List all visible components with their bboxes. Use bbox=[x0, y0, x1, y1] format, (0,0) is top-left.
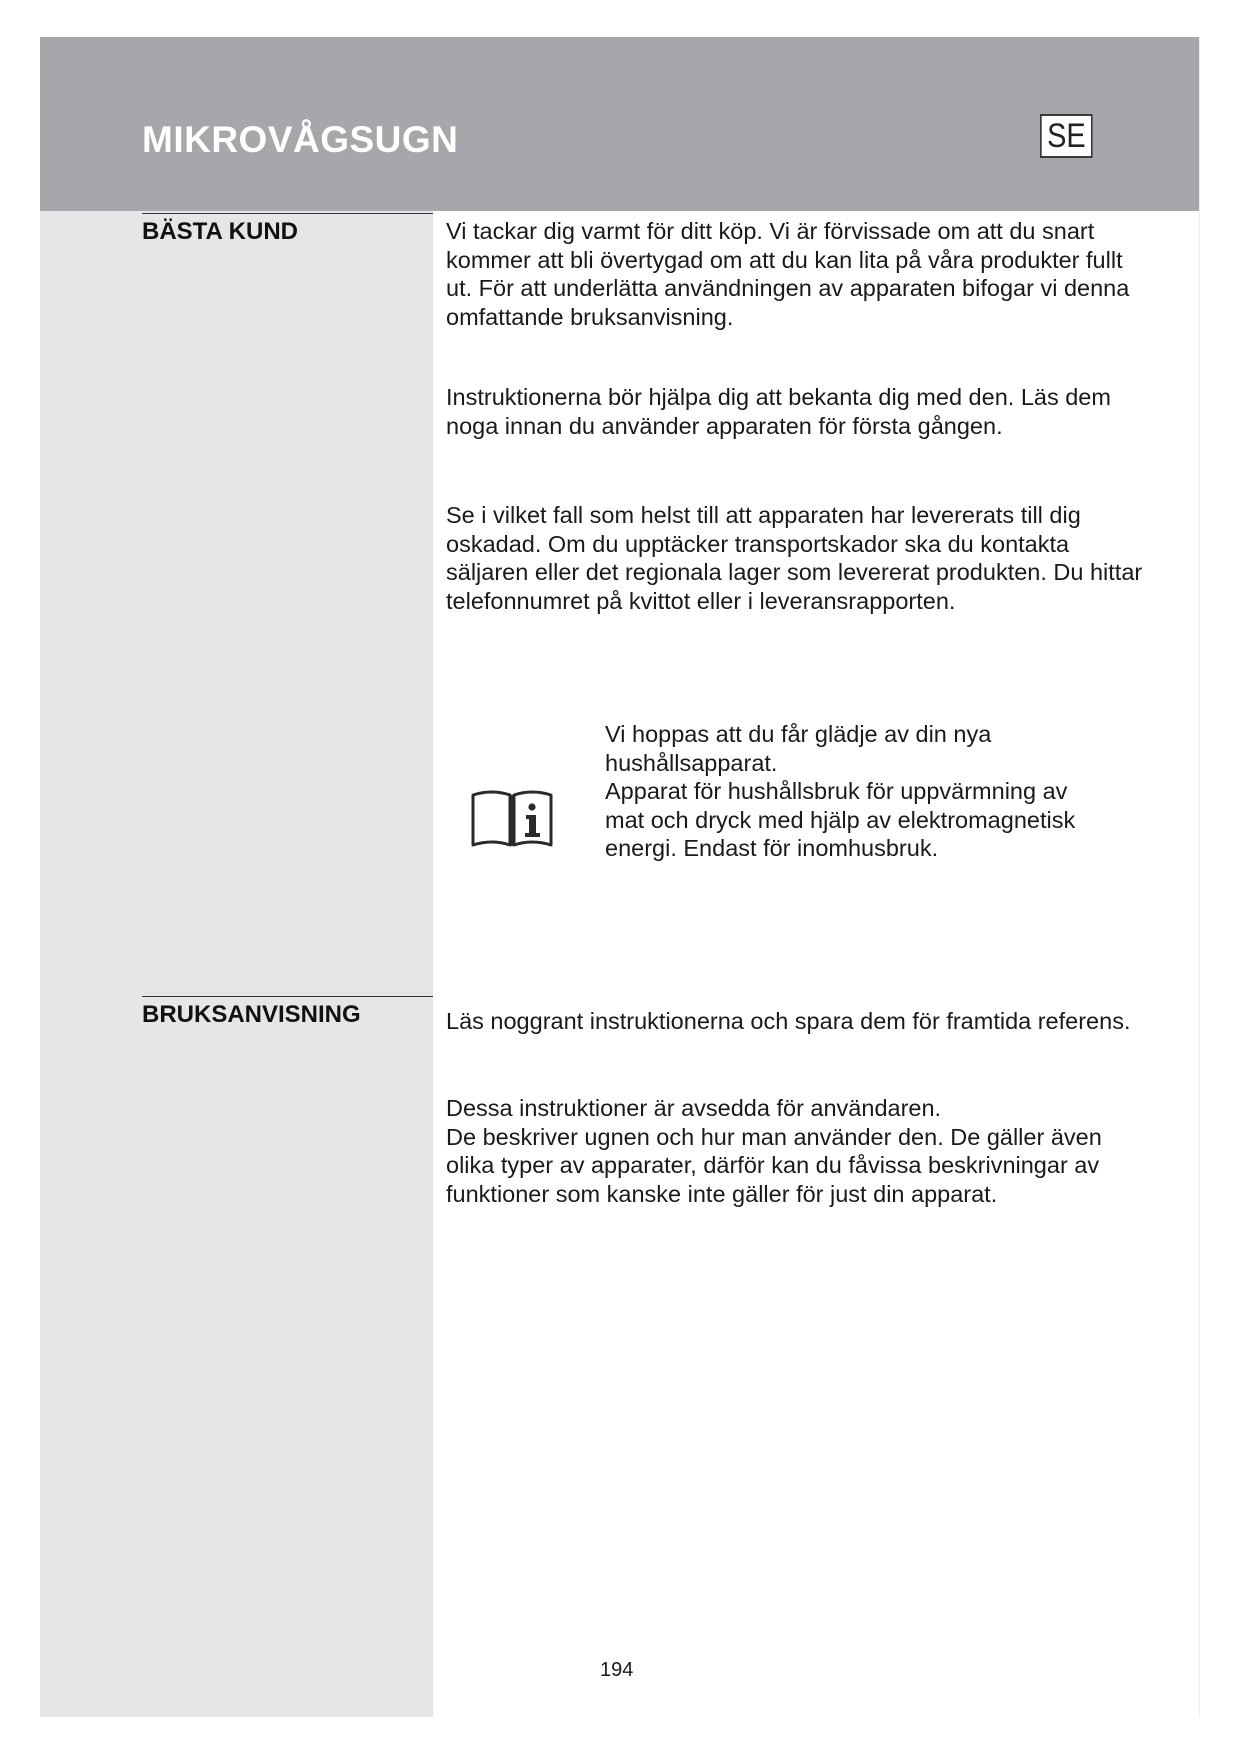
section-rule-basta-kund bbox=[142, 213, 433, 214]
paragraph: Se i vilket fall som helst till att apparaten har levererats till dig oskadad. Om du upptäcker transportskador ska du kontakta säljaren eller det regionala lager som levererat produkten. Du hittar telefonnumret på kvittot eller i leveransrapporten. bbox=[446, 502, 1143, 614]
paragraph: Instruktionerna bör hjälpa dig att bekanta dig med den. Läs dem noga innan du använder apparaten för första gången. bbox=[446, 384, 1111, 439]
page-edge-divider bbox=[1199, 37, 1200, 1717]
section-text-bruksanvisning bbox=[446, 1094, 1146, 1208]
info-box-text bbox=[605, 720, 1085, 863]
header-band bbox=[40, 37, 1200, 211]
info-line: Apparat för hushållsbruk för uppvärmning av mat och dryck med hjälp av elektromagnetisk energi. Endast för inomhusbruk. bbox=[605, 778, 1076, 861]
section-text-basta-kund bbox=[446, 217, 1146, 331]
page-number: 194 bbox=[600, 1659, 634, 1681]
page-title: MIKROVÅGSUGN bbox=[142, 119, 459, 160]
info-line: Vi hoppas att du får glädje av din nya hushållsapparat. bbox=[605, 721, 992, 776]
section-text-basta-kund bbox=[446, 501, 1146, 615]
manual-page bbox=[40, 37, 1200, 1717]
paragraph: Läs noggrant instruktionerna och spara dem för framtida referens. bbox=[446, 1008, 1131, 1034]
paragraph: Vi tackar dig varmt för ditt köp. Vi är förvissade om att du snart kommer att bli övertygad om att du kan lita på våra produkter fullt ut. För att underlätta användningen av apparaten bifogar vi denna omfattande bruksanvisning. bbox=[446, 218, 1130, 330]
paragraph: De beskriver ugnen och hur man använder den. De gäller även olika typer av apparater, därför kan du fåvissa beskrivningar av funktioner som kanske inte gäller för just din apparat. bbox=[446, 1123, 1102, 1207]
section-heading-bruksanvisning: BRUKSANVISNING bbox=[142, 1001, 361, 1028]
paragraph: Dessa instruktioner är avsedda för användaren. bbox=[446, 1095, 942, 1121]
section-rule-bruksanvisning bbox=[142, 996, 433, 997]
left-column bbox=[40, 211, 433, 1717]
info-book-icon bbox=[470, 789, 554, 849]
section-text-basta-kund bbox=[446, 383, 1146, 440]
section-heading-basta-kund: BÄSTA KUND bbox=[142, 218, 298, 245]
section-text-bruksanvisning bbox=[446, 1007, 1146, 1036]
language-badge: SE bbox=[1040, 114, 1093, 158]
